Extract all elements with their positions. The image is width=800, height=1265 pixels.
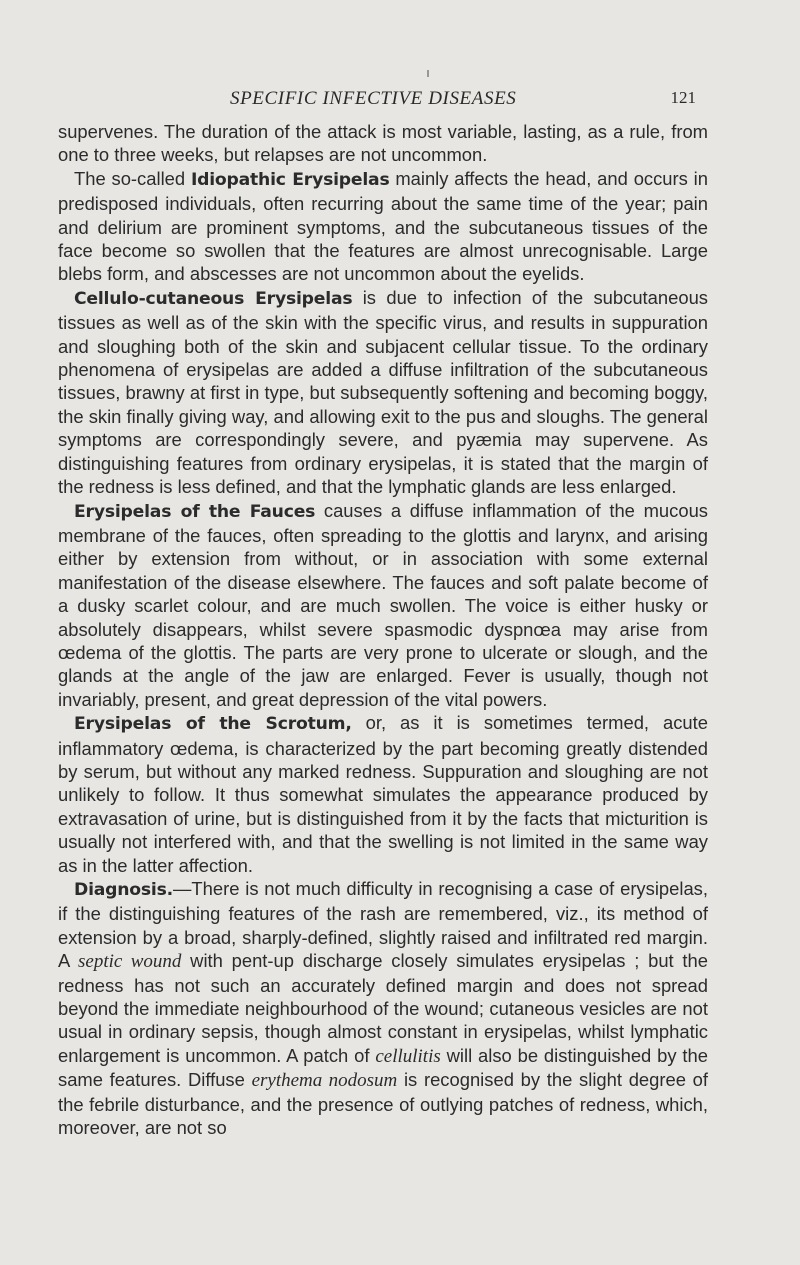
paragraph-cellulo-cutaneous — [58, 286, 708, 499]
paragraph-text: —There is not much difficulty in recognising a case of erysipelas, if the distinguishing features of the rash are remembered, viz., its method of extension by a broad, sharply-defined, slightly raised and infiltrated red margin. A — [58, 878, 708, 972]
paragraph-text: is due to infection of the subcutaneous tissues as well as of the skin with the specific virus, and results in suppuration and sloughing both of the skin and subjacent cellular tissue. To the ordinary phenomena of erysipelas are added a diffuse infiltration of the subcutaneous tissues, brawny at first in type, but subsequently softening and becoming boggy, the skin finally giving way, and allowing exit to the pus and sloughs. The general symptoms are correspondingly severe, and pyæmia may supervene. As distinguishing features from ordinary erysipelas, it is stated that the margin of the redness is less defined, and that the lymphatic glands are less enlarged. — [58, 286, 708, 498]
paragraph-text: causes a diffuse inflammation of the mucous membrane of the fauces, often spreading to the glottis and larynx, and arising either by extension from without, or in association with some external manifestation of the disease elsewhere. The fauces and soft palate become of a dusky scarlet colour, and are much swollen. The voice is either husky or absolutely disappears, whilst severe spasmodic dyspnœa may arise from œdema of the glottis. The parts are very prone to ulcerate or slough, and the glands at the angle of the jaw are enlarged. Fever is usually, though not invariably, present, and great depression of the vital powers. — [58, 499, 708, 710]
italic-term: erythema nodosum — [251, 1070, 398, 1092]
body-text — [58, 120, 708, 1139]
runin-heading: Cellulo-cutaneous Erysipelas — [74, 288, 353, 309]
paragraph-diagnosis — [58, 877, 708, 1139]
paragraph-text: mainly affects the head, and occurs in predisposed individuals, often recurring about the same time of the year; pain and delirium are prominent symptoms, and the subcutaneous tissues of the face become so swollen that the features are almost unrecognisable. Large blebs form, and abscesses are not uncommon about the eyelids. — [58, 167, 708, 285]
paragraph-idiopathic-erysipelas — [58, 167, 708, 286]
paragraph-text: will also be distinguished by the same features. Diffuse — [58, 1044, 708, 1091]
paragraph-text: is recognised by the slight degree of the febrile disturbance, and the presence of outlying patches of redness, which, moreover, are not so — [58, 1069, 709, 1139]
paragraph-fauces — [58, 499, 708, 712]
runin-heading: Idiopathic Erysipelas — [190, 169, 390, 190]
italic-term: cellulitis — [375, 1045, 441, 1067]
page-number: 121 — [670, 88, 696, 107]
paragraph-scrotum — [58, 711, 708, 877]
runin-heading: Diagnosis. — [74, 880, 173, 900]
scan-mark — [427, 70, 429, 77]
runin-heading: Erysipelas of the Fauces — [74, 501, 316, 522]
paragraph-text: with pent-up discharge closely simulates erysipelas ; but the redness has not such an accurately defined margin and does not spread beyond the immediate neighbourhood of the wound; cutaneous vesicles are not usual in ordinary sepsis, though almost constant in erysipelas, whilst lymphatic enlargement is uncommon. A patch of — [58, 950, 708, 1066]
italic-term: septic wound — [78, 951, 182, 973]
paragraph-lead: The so-called — [74, 167, 191, 189]
page-header — [150, 88, 710, 114]
paragraph-text: supervenes. The duration of the attack is most variable, lasting, as a rule, from one to three weeks, but relapses are not uncommon. — [58, 121, 708, 166]
paragraph-text: or, as it is sometimes termed, acute inflammatory œdema, is characterized by the part becoming greatly distended by serum, but without any marked redness. Suppuration and sloughing are not unlikely to follow. It thus somewhat simulates the appearance produced by extravasation of urine, but is distinguished from it by the facts that micturition is usually not interfered with, and that the swelling is not limited in the same way as in the latter affection. — [58, 712, 708, 876]
running-title: SPECIFIC INFECTIVE DISEASES — [230, 88, 517, 109]
paragraph-continuation — [58, 120, 708, 167]
runin-heading: Erysipelas of the Scrotum, — [74, 714, 352, 735]
